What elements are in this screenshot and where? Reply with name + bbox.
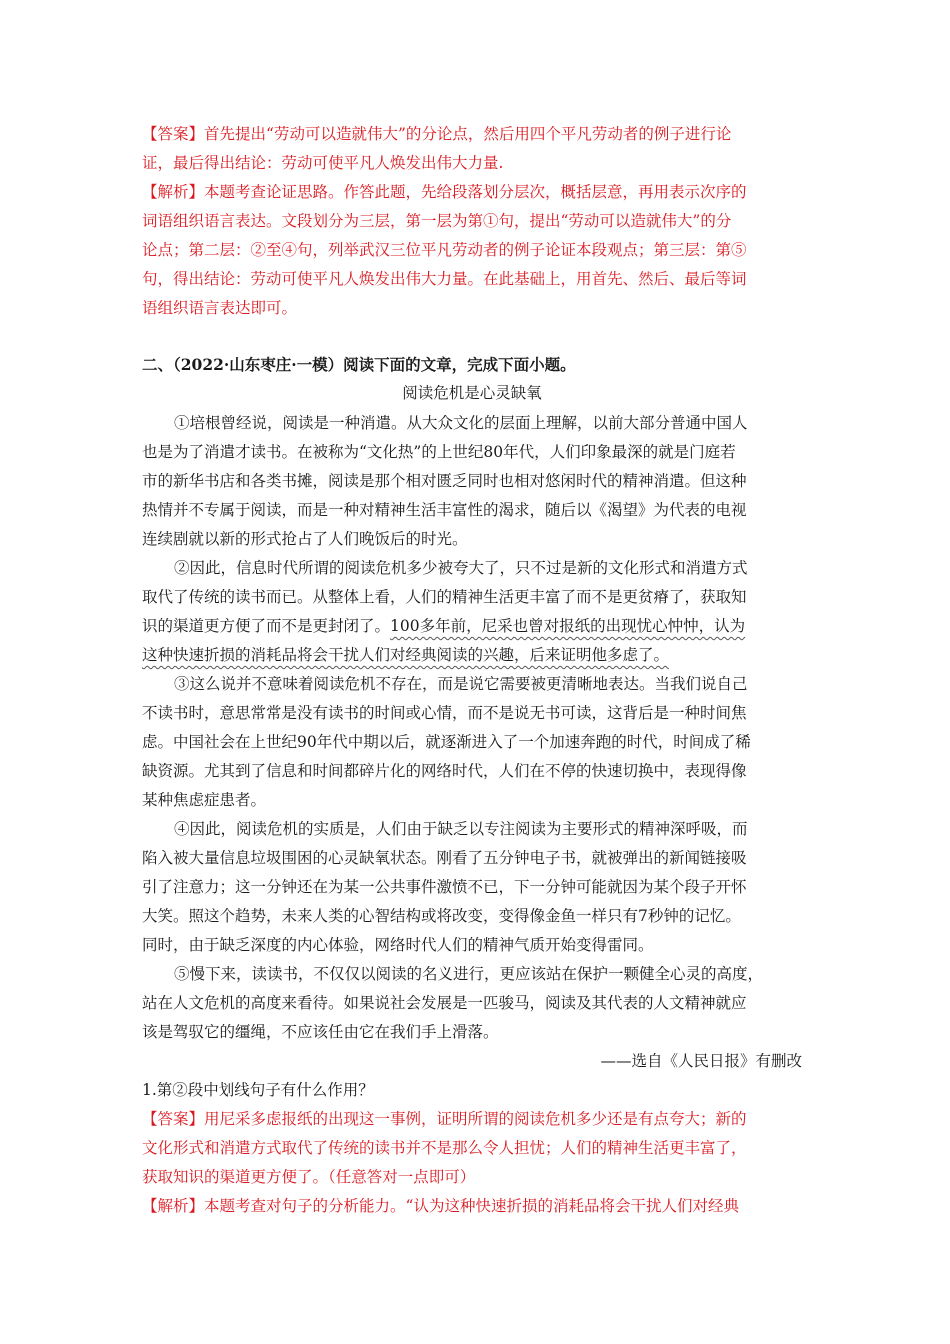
paragraph-line: 引了注意力；这一分钟还在为某一公共事件激愤不已，下一分钟可能就因为某个段子开怀 (142, 878, 747, 896)
paragraph-line (142, 645, 669, 665)
analysis-line: 【解析】本题考查论证思路。作答此题，先给段落划分层次，概括层意，再用表示次序的 (142, 183, 747, 201)
paragraph-line: 识的渠道更方便了而不是更封闭了。100多年前，尼采也曾对报纸的出现忧心忡忡，认为 (142, 617, 746, 635)
answer-line: 【答案】用尼采多虑报纸的出现这一事例，证明所谓的阅读危机多少还是有点夸大；新的 (142, 1110, 747, 1128)
paragraph-line: 该是驾驭它的缰绳，不应该任由它在我们手上滑落。 (142, 1023, 499, 1041)
paragraph-line: 虑。中国社会在上世纪90年代中期以后，就逐渐进入了一个加速奔跑的时代，时间成了稀 (142, 733, 751, 751)
paragraph-line: ③这么说并不意味着阅读危机不存在，而是说它需要被更清晰地表达。当我们说自己 (174, 675, 748, 693)
analysis-tag: 【解析】 (142, 1197, 205, 1215)
answer-line: 文化形式和消遣方式取代了传统的读书并不是那么令人担忧；人们的精神生活更丰富了， (142, 1139, 747, 1157)
answer-tag: 【答案】 (142, 1110, 205, 1128)
article-source: ——选自《人民日报》有删改 (600, 1052, 802, 1070)
analysis-line: 论点；第二层：②至④句，列举武汉三位平凡劳动者的例子论证本段观点；第三层：第⑤ (142, 241, 747, 259)
answer-line: 获取知识的渠道更方便了。（任意答对一点即可） (142, 1168, 476, 1186)
analysis-line: 句，得出结论：劳动可使平凡人焕发出伟大力量。在此基础上，用首先、然后、最后等词 (142, 270, 747, 288)
answer-line: 证，最后得出结论：劳动可使平凡人焕发出伟大力量. (142, 154, 504, 172)
paragraph-line: 连续剧就以新的形式抢占了人们晚饭后的时光。 (142, 530, 468, 548)
analysis-tag: 【解析】 (142, 183, 205, 201)
question-text: 1.第②段中划线句子有什么作用？ (142, 1081, 374, 1099)
article-title: 阅读危机是心灵缺氧 (402, 384, 542, 402)
paragraph-line: ⑤慢下来，读读书，不仅仅以阅读的名义进行，更应该站在保护一颗健全心灵的高度， (174, 965, 764, 983)
analysis-line: 词语组织语言表达。文段划分为三层，第一层为第①句，提出“劳动可以造就伟大”的分 (142, 212, 732, 230)
paragraph-line: 不读书时，意思常常是没有读书的时间或心情，而不是说无书可读，这背后是一种时间焦 (142, 704, 747, 722)
paragraph-line: ①培根曾经说，阅读是一种消遣。从大众文化的层面上理解，以前大部分普通中国人 (174, 414, 748, 432)
section-heading: 二、（2022·山东枣庄·一模）阅读下面的文章，完成下面小题。 (142, 355, 576, 374)
underlined-sentence: 100多年前，尼采也曾对报纸的出现忧心忡忡，认为 (390, 617, 746, 635)
paragraph-line: 陷入被大量信息垃圾围困的心灵缺氧状态。刚看了五分钟电子书，就被弹出的新闻链接吸 (142, 849, 747, 867)
underlined-sentence: 这种快速折损的消耗品将会干扰人们对经典阅读的兴趣，后来证明他多虑了。 (142, 646, 670, 664)
paragraph-line: ②因此，信息时代所谓的阅读危机多少被夸大了，只不过是新的文化形式和消遣方式 (174, 559, 748, 577)
paragraph-line: 取代了传统的读书而已。从整体上看，人们的精神生活更丰富了而不是更贫瘠了，获取知 (142, 588, 747, 606)
paragraph-line: 热情并不专属于阅读，而是一种对精神生活丰富性的渴求，随后以《渴望》为代表的电视 (142, 501, 747, 519)
analysis-line: 【解析】本题考查对句子的分析能力。“认为这种快速折损的消耗品将会干扰人们对经典 (142, 1197, 739, 1215)
answer-tag: 【答案】 (142, 125, 205, 143)
paragraph-line: ④因此，阅读危机的实质是，人们由于缺乏以专注阅读为主要形式的精神深呼吸，而 (174, 820, 748, 838)
paragraph-line: 同时，由于缺乏深度的内心体验，网络时代人们的精神气质开始变得雷同。 (142, 936, 654, 954)
paragraph-line: 也是为了消遣才读书。在被称为“文化热”的上世纪80年代，人们印象最深的就是门庭若 (142, 443, 736, 461)
paragraph-line: 缺资源。尤其到了信息和时间都碎片化的网络时代，人们在不停的快速切换中，表现得像 (142, 762, 747, 780)
paragraph-line: 大笑。照这个趋势，未来人类的心智结构或将改变，变得像金鱼一样只有7秒钟的记忆。 (142, 907, 741, 925)
paragraph-line: 站在人文危机的高度来看待。如果说社会发展是一匹骏马，阅读及其代表的人文精神就应 (142, 994, 747, 1012)
paragraph-line: 某种焦虑症患者。 (142, 791, 267, 809)
answer-line: 【答案】首先提出“劳动可以造就伟大”的分论点，然后用四个平凡劳动者的例子进行论 (142, 125, 732, 143)
analysis-line: 语组织语言表达即可。 (142, 299, 298, 317)
paragraph-line: 市的新华书店和各类书摊，阅读是那个相对匮乏同时也相对悠闲时代的精神消遣。但这种 (142, 472, 747, 490)
